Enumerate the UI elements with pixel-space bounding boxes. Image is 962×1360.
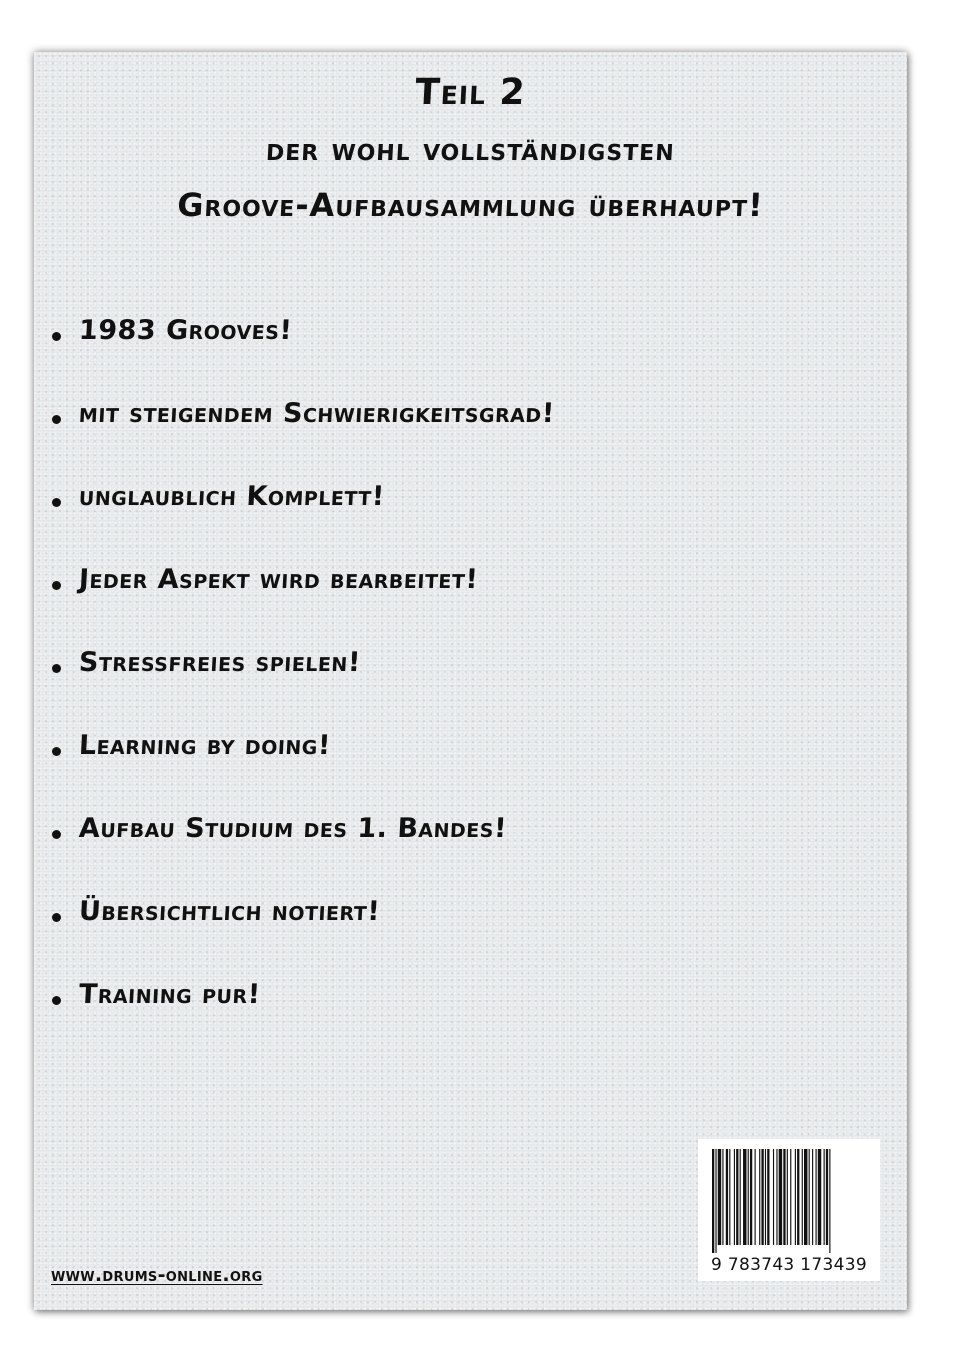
list-item: [52, 896, 555, 979]
bullet-dot-icon: [52, 498, 61, 507]
bullet-dot-icon: [52, 581, 61, 590]
list-item-text: Stressfreies spielen!: [78, 647, 362, 678]
list-item: [52, 315, 555, 398]
bullet-dot-icon: [52, 830, 61, 839]
list-item-text: mit steigendem Schwierigkeitsgrad!: [78, 398, 556, 429]
list-item: [52, 481, 555, 564]
bullet-dot-icon: [52, 913, 61, 922]
isbn-number: 9 783743 173439: [711, 1255, 867, 1275]
bullet-dot-icon: [52, 996, 61, 1005]
cover-title-line-3: Groove-Aufbausammlung überhaupt!: [176, 186, 765, 224]
bullet-dot-icon: [52, 747, 61, 756]
list-item-text: Learning by doing!: [78, 730, 332, 761]
barcode-bars-icon: [712, 1149, 866, 1253]
list-item: [52, 730, 555, 813]
list-item-text: unglaublich Komplett!: [78, 481, 386, 512]
list-item-text: Aufbau Studium des 1. Bandes!: [78, 813, 508, 844]
list-item-text: Jeder Aspekt wird bearbeitet!: [78, 564, 480, 595]
list-item: [52, 564, 555, 647]
list-item: [52, 979, 555, 1062]
bullet-dot-icon: [52, 332, 61, 341]
bullet-dot-icon: [52, 415, 61, 424]
website-link[interactable]: www.drums-online.org: [51, 1264, 263, 1286]
book-back-cover: [34, 52, 907, 1310]
isbn-barcode: [698, 1139, 880, 1281]
cover-title-line-2: der wohl vollständigsten: [265, 130, 676, 168]
list-item: [52, 647, 555, 730]
list-item-text: Training pur!: [78, 979, 262, 1010]
list-item-text: Übersichtlich notiert!: [78, 896, 381, 927]
feature-list: [52, 315, 555, 1062]
bullet-dot-icon: [52, 664, 61, 673]
cover-title-line-1: Teil 2: [414, 72, 527, 113]
list-item-text: 1983 Grooves!: [78, 315, 294, 346]
list-item: [52, 813, 555, 896]
list-item: [52, 398, 555, 481]
